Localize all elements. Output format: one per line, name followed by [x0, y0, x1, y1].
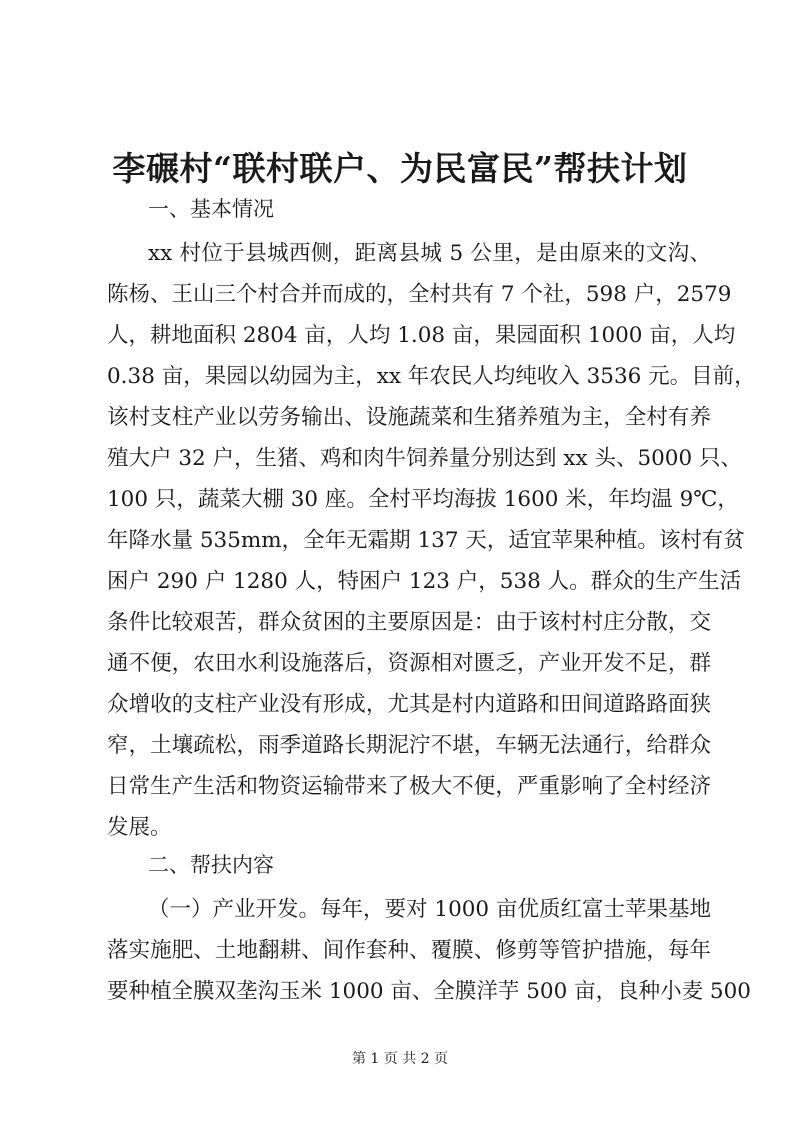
paragraph-line: 众增收的支柱产业没有形成，尤其是村内道路和田间道路路面狭	[107, 692, 711, 717]
paragraph-line: 人，耕地面积 2804 亩，人均 1.08 亩，果园面积 1000 亩，人均	[107, 323, 736, 348]
paragraph-line: 窄，土壤疏松，雨季道路长期泥泞不堪，车辆无法通行，给群众	[107, 733, 711, 758]
paragraph-line: 困户 290 户 1280 人，特困户 123 户，538 人。群众的生产生活	[107, 569, 742, 594]
paragraph-line: 日常生产生活和物资运输带来了极大不便，严重影响了全村经济	[107, 774, 711, 799]
paragraph-line: （一）产业开发。每年，要对 1000 亩优质红富士苹果基地	[148, 897, 711, 922]
paragraph-line: 通不便，农田水利设施落后，资源相对匮乏，产业开发不足，群	[107, 651, 711, 676]
section-heading-basic-situation: 一、基本情况	[148, 197, 274, 221]
paragraph-line: 落实施肥、土地翻耕、间作套种、覆膜、修剪等管护措施，每年	[107, 938, 711, 963]
paragraph-line: 要种植全膜双垄沟玉米 1000 亩、全膜洋芋 500 亩，良种小麦 500	[107, 979, 751, 1004]
paragraph-line: 发展。	[107, 815, 172, 840]
section-heading-assistance-content: 二、帮扶内容	[148, 853, 274, 877]
paragraph-line: 条件比较艰苦，群众贫困的主要原因是：由于该村村庄分散，交	[107, 610, 711, 635]
paragraph-line: 0.38 亩，果园以幼园为主，xx 年农民人均纯收入 3536 元。目前，	[107, 364, 756, 389]
paragraph-line: 100 只，蔬菜大棚 30 座。全村平均海拔 1600 米，年均温 9℃，	[107, 487, 739, 512]
page-footer: 第 1 页 共 2 页	[351, 1051, 449, 1067]
paragraph-line: xx 村位于县城西侧，距离县城 5 公里，是由原来的文沟、	[148, 241, 711, 266]
paragraph-line: 年降水量 535mm，全年无霜期 137 天，适宜苹果种植。该村有贫	[107, 528, 745, 553]
paragraph-line: 该村支柱产业以劳务输出、设施蔬菜和生猪养殖为主，全村有养	[107, 405, 711, 430]
paragraph-line: 殖大户 32 户，生猪、鸡和肉牛饲养量分别达到 xx 头、5000 只、	[107, 446, 742, 471]
paragraph-line: 陈杨、王山三个村合并而成的，全村共有 7 个社，598 户，2579	[107, 282, 732, 307]
document-title: 李碾村“联村联户、为民富民”帮扶计划	[112, 149, 688, 188]
